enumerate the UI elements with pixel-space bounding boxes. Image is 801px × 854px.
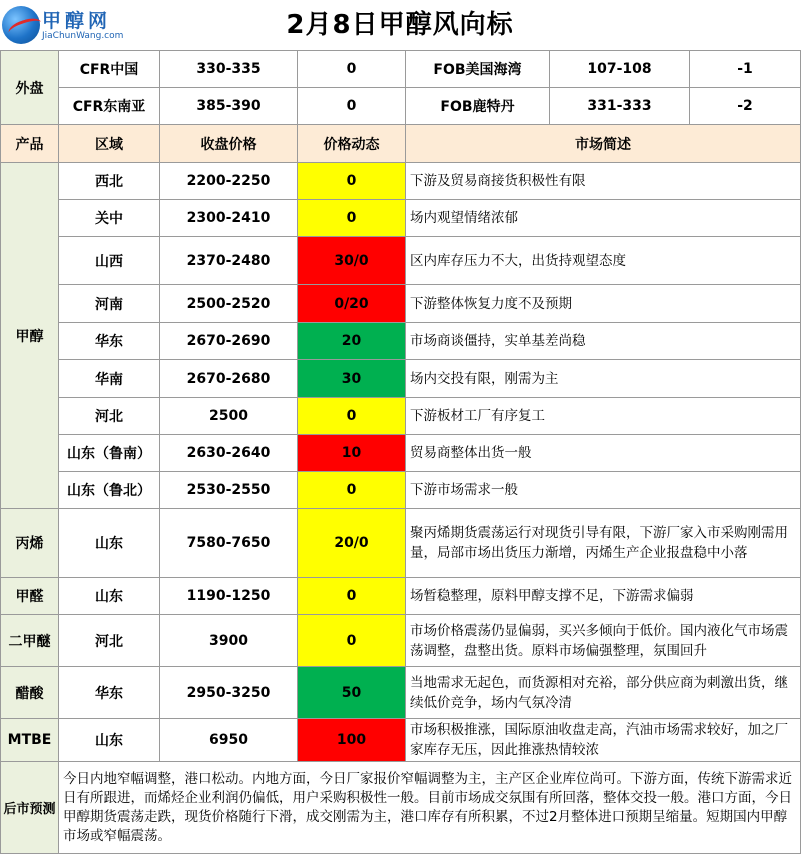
region-cell: 山东: [59, 578, 160, 615]
summary-cell: 场内交投有限，刚需为主: [406, 360, 801, 398]
change-cell: 0: [298, 398, 406, 435]
change-cell: 50: [298, 667, 406, 719]
change-cell: 100: [298, 719, 406, 762]
forecast-label: 后市预测: [1, 762, 59, 854]
region-cell: 山东: [59, 509, 160, 578]
downstream-row: [1, 615, 801, 667]
region-cell: 河北: [59, 615, 160, 667]
logo-text: 甲醇网: [42, 10, 112, 32]
external-price: 385-390: [160, 88, 298, 125]
summary-cell: 下游市场需求一般: [406, 472, 801, 509]
summary-cell: 下游板材工厂有序复工: [406, 398, 801, 435]
product-cell: MTBE: [1, 719, 59, 762]
region-cell: 山西: [59, 237, 160, 285]
external-change: 0: [298, 51, 406, 88]
methanol-row: [1, 398, 801, 435]
change-cell: 10: [298, 435, 406, 472]
page-title: 2月8日甲醇风向标: [286, 10, 514, 40]
price-cell: 6950: [160, 719, 298, 762]
downstream-row: [1, 509, 801, 578]
change-cell: 0: [298, 615, 406, 667]
external-name: FOB美国海湾: [406, 51, 550, 88]
change-cell: 30/0: [298, 237, 406, 285]
summary-cell: 场内观望情绪浓郁: [406, 200, 801, 237]
summary-cell: 当地需求无起色，而货源相对充裕，部分供应商为刺激出货，继续低价竞争，场内气氛冷清: [406, 667, 801, 719]
summary-cell: 区内库存压力不大，出货持观望态度: [406, 237, 801, 285]
price-cell: 2950-3250: [160, 667, 298, 719]
downstream-row: [1, 667, 801, 719]
product-cell: 二甲醚: [1, 615, 59, 667]
forecast-row: [1, 762, 801, 854]
change-cell: 0: [298, 578, 406, 615]
region-cell: 山东: [59, 719, 160, 762]
product-cell: 醋酸: [1, 667, 59, 719]
region-cell: 华南: [59, 360, 160, 398]
external-name: CFR中国: [59, 51, 160, 88]
external-row: [1, 88, 801, 125]
summary-cell: 下游及贸易商接货积极性有限: [406, 163, 801, 200]
price-cell: 2630-2640: [160, 435, 298, 472]
external-price: 330-335: [160, 51, 298, 88]
region-cell: 山东（鲁南）: [59, 435, 160, 472]
methanol-row: [1, 200, 801, 237]
price-cell: 2500-2520: [160, 285, 298, 323]
price-cell: 2670-2690: [160, 323, 298, 360]
price-cell: 2530-2550: [160, 472, 298, 509]
region-cell: 关中: [59, 200, 160, 237]
external-change: -2: [690, 88, 801, 125]
price-cell: 3900: [160, 615, 298, 667]
price-cell: 1190-1250: [160, 578, 298, 615]
price-cell: 2370-2480: [160, 237, 298, 285]
price-cell: 2200-2250: [160, 163, 298, 200]
summary-cell: 贸易商整体出货一般: [406, 435, 801, 472]
change-cell: 20/0: [298, 509, 406, 578]
region-cell: 山东（鲁北）: [59, 472, 160, 509]
change-cell: 0: [298, 472, 406, 509]
external-row: [1, 51, 801, 88]
data-table: [0, 50, 801, 854]
external-name: FOB鹿特丹: [406, 88, 550, 125]
price-cell: 7580-7650: [160, 509, 298, 578]
table-body: [1, 51, 801, 854]
methanol-row: [1, 435, 801, 472]
external-price: 331-333: [550, 88, 690, 125]
external-name: CFR东南亚: [59, 88, 160, 125]
change-cell: 0/20: [298, 285, 406, 323]
header-row: [1, 125, 801, 163]
summary-cell: 场暂稳整理，原料甲醇支撑不足，下游需求偏弱: [406, 578, 801, 615]
external-label: 外盘: [1, 51, 59, 125]
product-cell: 甲醛: [1, 578, 59, 615]
change-cell: 0: [298, 163, 406, 200]
summary-cell: 市场价格震荡仍显偏弱，买兴多倾向于低价。国内液化气市场震荡调整，盘整出货。原料市场偏强整理，氛围回升: [406, 615, 801, 667]
methanol-row: [1, 237, 801, 285]
logo-url: JiaChunWang.com: [42, 31, 124, 41]
downstream-row: [1, 578, 801, 615]
change-cell: 30: [298, 360, 406, 398]
price-cell: 2670-2680: [160, 360, 298, 398]
region-cell: 华东: [59, 667, 160, 719]
forecast-text: 今日内地窄幅调整，港口松动。内地方面，今日厂家报价窄幅调整为主，主产区企业库位尚可。下游方面，传统下游需求近日有所跟进，而烯烃企业利润仍偏低，用户采购积极性一般。目前市场成交氛围有所回落，整体交投一般。港口方面，今日甲醇期货震荡走跌，现货价格随行下滑，成交刚需为主，港口库存有所积累，不过2月整体进口预期呈缩量。短期国内甲醇市场或窄幅震荡。: [59, 762, 801, 854]
price-cell: 2500: [160, 398, 298, 435]
product-cell: 丙烯: [1, 509, 59, 578]
header-product: 产品: [1, 125, 59, 163]
external-price: 107-108: [550, 51, 690, 88]
change-cell: 0: [298, 200, 406, 237]
summary-cell: 聚丙烯期货震荡运行对现货引导有限，下游厂家入市采购刚需用量，局部市场出货压力渐增，丙烯生产企业报盘稳中小落: [406, 509, 801, 578]
region-cell: 河北: [59, 398, 160, 435]
header-region: 区域: [59, 125, 160, 163]
summary-cell: 下游整体恢复力度不及预期: [406, 285, 801, 323]
header: [0, 0, 800, 50]
methanol-row: [1, 360, 801, 398]
methanol-row: [1, 472, 801, 509]
external-change: -1: [690, 51, 801, 88]
methanol-row: [1, 285, 801, 323]
region-cell: 华东: [59, 323, 160, 360]
header-price: 收盘价格: [160, 125, 298, 163]
summary-cell: 市场积极推涨，国际原油收盘走高，汽油市场需求较好，加之厂家库存无压，因此推涨热情较浓: [406, 719, 801, 762]
region-cell: 河南: [59, 285, 160, 323]
external-change: 0: [298, 88, 406, 125]
header-change: 价格动态: [298, 125, 406, 163]
summary-cell: 市场商谈僵持，实单基差尚稳: [406, 323, 801, 360]
change-cell: 20: [298, 323, 406, 360]
methanol-label: 甲醇: [1, 163, 59, 509]
header-summary: 市场简述: [406, 125, 801, 163]
price-cell: 2300-2410: [160, 200, 298, 237]
region-cell: 西北: [59, 163, 160, 200]
downstream-row: [1, 719, 801, 762]
methanol-row: [1, 163, 801, 200]
methanol-row: [1, 323, 801, 360]
